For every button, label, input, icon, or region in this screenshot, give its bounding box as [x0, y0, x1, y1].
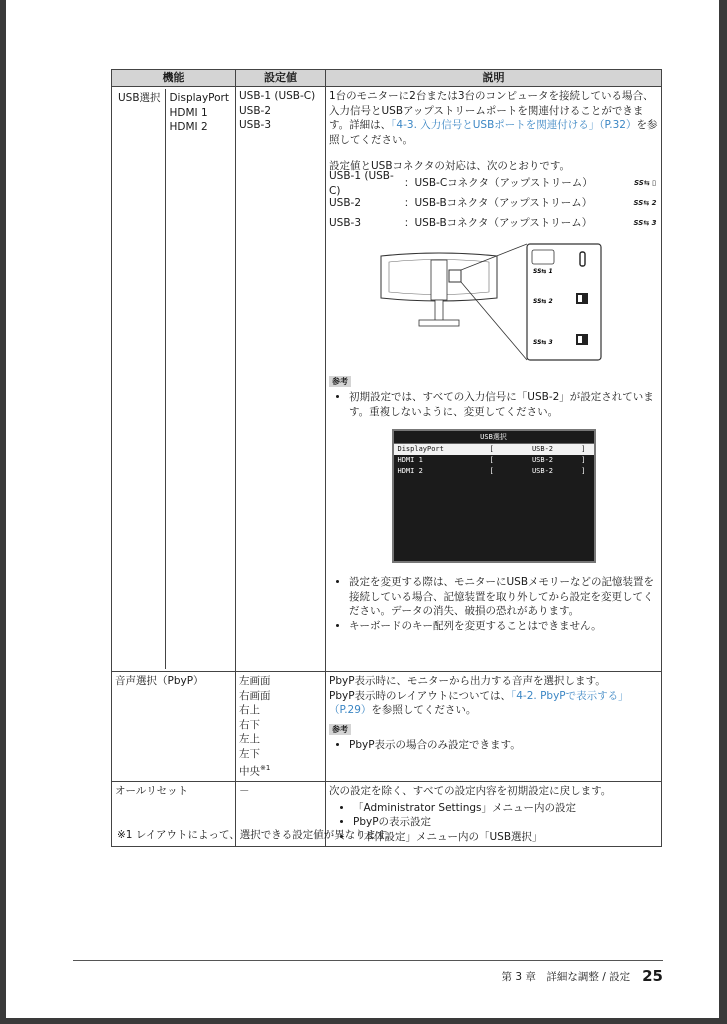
osd-bracket-open: [ [489, 445, 494, 453]
reset-exclusion-item: • 「Administrator Settings」メニュー内の設定 [353, 801, 658, 816]
pbyp-section-link[interactable]: 「4-2. PbyPで表示する」（P.29） [329, 689, 629, 716]
note-badge: 参考 [329, 724, 351, 735]
usb-mapping-intro: 設定値とUSBコネクタの対応は、次のとおりです。 [329, 160, 571, 172]
footer-divider [73, 960, 663, 961]
usb-input-item: DisplayPort [169, 92, 229, 104]
audio-value-item: 右下 [239, 718, 260, 731]
usb-select-osd-screenshot [392, 429, 596, 563]
usb-b-port-icon: SS⇆ 3 [633, 219, 657, 228]
reset-exclusion-item: • 「本体設定」メニュー内の「USB選択」 [353, 830, 658, 845]
usb-notes-list [329, 390, 658, 419]
chapter-title: 第 3 章 詳細な調整 / 設定 [501, 971, 631, 983]
audio-description-cell [326, 672, 662, 782]
usb-note-default: • 初期設定では、すべての入力信号に「USB-2」が設定されています。重複しないように、変更してください。 [349, 390, 658, 419]
osd-row-displayport [394, 444, 594, 455]
usb-value-item: USB-1 (USB-C) [239, 90, 316, 102]
usb-value-item: USB-2 [239, 104, 272, 117]
usb-mapping-value: ：USB-Bコネクタ（アップストリーム） [404, 217, 593, 230]
audio-value-item: 左下 [239, 747, 260, 760]
usb-note-keyboard: • キーボードのキー配列を変更することはできません。 [349, 619, 658, 634]
audio-note: • PbyP表示の場合のみ設定できます。 [349, 738, 658, 753]
table-header-row [112, 70, 662, 87]
osd-input: HDMI 1 [397, 456, 423, 464]
usb-mapping-list [329, 170, 658, 234]
reset-value-cell: － [236, 782, 326, 847]
osd-input: HDMI 2 [397, 467, 423, 475]
usb-mapping-key: USB-3 [329, 217, 362, 230]
usb-mapping-key: USB-2 [329, 197, 362, 210]
monitor-rear-illustration [329, 240, 659, 370]
port-2-label: SS⇆ 2 [533, 297, 553, 305]
osd-bracket-open: [ [489, 467, 494, 475]
port-1-label: SS⇆ 1 [533, 267, 553, 275]
usb-mapping-value: ：USB-Cコネクタ（アップストリーム） [404, 177, 593, 190]
usb-desc-text-end: を参照してください。 [329, 119, 658, 146]
osd-value: USB-2 [531, 467, 554, 475]
audio-value-item: 右画面 [239, 689, 271, 702]
header-description: 説明 [326, 70, 662, 87]
osd-row-hdmi1 [394, 455, 594, 466]
usb-mapping-value: ：USB-Bコネクタ（アップストリーム） [404, 197, 593, 210]
audio-desc-text-end: を参照してください。 [371, 704, 477, 716]
reset-function-cell: オールリセット [112, 782, 236, 847]
table-row-usb-select [112, 87, 662, 672]
audio-value-item [239, 761, 322, 779]
table-row-audio-select [112, 672, 662, 782]
page-number: 25 [642, 967, 663, 985]
osd-bracket-close: ] [581, 467, 586, 475]
reset-desc: 次の設定を除く、すべての設定内容を初期設定に戻します。 [329, 785, 612, 797]
usb-value-item: USB-3 [239, 119, 272, 131]
page-footer [6, 967, 663, 985]
header-value: 設定値 [236, 70, 326, 87]
audio-value-item: 右上 [239, 704, 260, 716]
osd-row-hdmi2 [394, 466, 594, 477]
osd-value: USB-2 [531, 456, 554, 464]
usb-notes-list-2 [329, 575, 658, 633]
audio-function-cell: 音声選択（PbyP） [112, 672, 236, 782]
usb-function-cell [112, 87, 236, 672]
osd-bracket-close: ] [581, 445, 586, 453]
usb-mapping-row [329, 170, 658, 197]
audio-value-item: 左上 [239, 733, 260, 745]
note-badge: 参考 [329, 376, 351, 387]
audio-value-center: 中央 [239, 765, 260, 778]
usb-b-port-icon: SS⇆ 2 [633, 199, 657, 208]
usb-mapping-row [329, 194, 658, 214]
manual-page [6, 0, 719, 1018]
usb-function-label: USB選択 [118, 92, 161, 104]
header-function: 機能 [112, 70, 236, 87]
osd-title: USB選択 [394, 431, 594, 444]
osd-bracket-open: [ [489, 456, 494, 464]
osd-value: USB-2 [531, 445, 554, 453]
usb-mapping-row [329, 214, 658, 234]
reset-exclusion-item: • PbyPの表示設定 [353, 815, 658, 830]
usb-c-port-icon: SS⇆ ▯ [634, 179, 656, 188]
footnote: ※1 レイアウトによって、選択できる設定値が異なります。 [117, 829, 397, 841]
monitor-port-diagram [329, 240, 658, 370]
port-3-label: SS⇆ 3 [533, 338, 553, 346]
usb-value-cell [236, 87, 326, 672]
audio-notes-list [329, 738, 658, 753]
usb-section-link[interactable]: 「4-3. 入力信号とUSBポートを関連付ける」（P.32） [391, 119, 637, 131]
audio-desc-line1: PbyP表示時に、モニターから出力する音声を選択します。 [329, 675, 606, 687]
osd-input: DisplayPort [397, 445, 444, 453]
audio-value-cell [236, 672, 326, 782]
audio-value-item: 左画面 [239, 675, 271, 687]
usb-input-list [165, 89, 232, 669]
usb-input-item: HDMI 2 [169, 121, 208, 133]
footnote-marker: ※1 [260, 764, 271, 772]
audio-desc-line2 [329, 689, 658, 718]
osd-bracket-close: ] [581, 456, 586, 464]
usb-mapping-key: USB-1 (USB-C) [329, 170, 394, 197]
usb-description [329, 89, 658, 147]
usb-desc-text: 1台のモニターに2台または3台のコンピュータを接続している場合、入力信号とUSBアップストリームポートを関連付けることができます。詳細は、 [329, 90, 654, 131]
usb-input-item: HDMI 1 [169, 106, 208, 119]
audio-desc-text: PbyP表示時のレイアウトについては、 [329, 689, 511, 702]
settings-table [111, 69, 662, 847]
usb-note-storage: • 設定を変更する際は、モニターにUSBメモリーなどの記憶装置を接続している場合、記憶装置を取り外してから設定を変更してください。データの消失、破損の恐れがあります。 [349, 575, 658, 619]
usb-description-cell [326, 87, 662, 672]
